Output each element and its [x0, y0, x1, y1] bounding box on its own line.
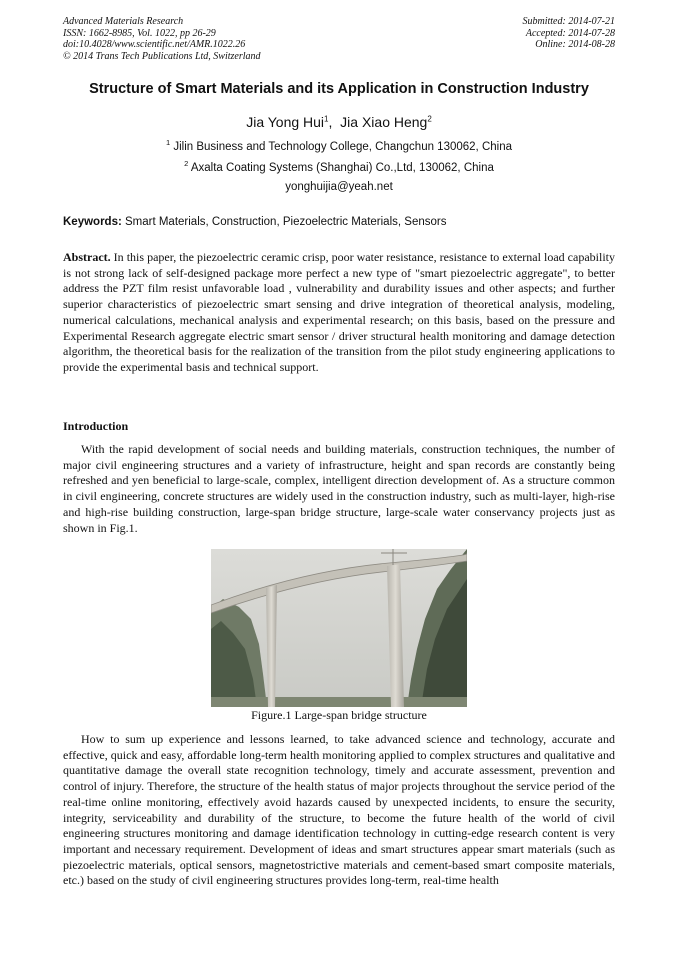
author-1-sup: 1 — [324, 114, 329, 124]
affiliation-1-text: Jilin Business and Technology College, Changchun 130062, China — [173, 140, 512, 153]
abstract-label: Abstract. — [63, 250, 111, 264]
affiliation-2 — [0, 159, 678, 174]
accepted-date: Accepted: 2014-07-28 — [525, 27, 615, 39]
affiliation-1-sup: 1 — [165, 138, 171, 147]
keywords-text: Smart Materials, Construction, Piezoelectric Materials, Sensors — [121, 216, 447, 228]
journal-name: Advanced Materials Research — [63, 16, 184, 27]
abstract-text: In this paper, the piezoelectric ceramic crisp, poor water resistance, resistance to external load capability is not strong lack of self-designed package more perfect a new type of "smart piezoelectric aggregate", to better address the PZT film resist unfavorable load , vulnerability and durability issues and other aspects; and further superior characteristics of piezoelectric smart sensing and drive integration of theoretical analysis, modeling, numerical calculations, mechanical analysis and experimental research; on this basis, based on the pressure and Experimental Research aggregate electric smart sensor / driver structural health monitoring and damage detection algorithm, the theoretical basis for the realization of the transition from the pilot study engineering applications to provide the experimental basis and technical support. — [63, 250, 615, 374]
affiliation-1 — [0, 138, 678, 153]
submitted-date: Submitted: 2014-07-21 — [522, 16, 615, 27]
author-2: Jia Xiao Heng — [340, 114, 428, 130]
affiliation-2-text: Axalta Coating Systems (Shanghai) Co.,Ltd, 130062, China — [190, 161, 494, 174]
valley-floor — [211, 697, 467, 707]
author-1: Jia Yong Hui — [246, 114, 325, 130]
copyright: © 2014 Trans Tech Publications Ltd, Switzerland — [63, 50, 261, 62]
paper-title: Structure of Smart Materials and its Application in Construction Industry — [89, 81, 589, 97]
figure-caption: Figure.1 Large-span bridge structure — [251, 708, 427, 722]
introduction-paragraph-2: How to sum up experience and lessons learned, to take advanced science and technology, accurate and effective, quick and easy, affordable long-term health monitoring applied to complex structures and qualitative and quantitative damage the overall state recognition technology, timely and accurate assessment, prevention and control of injury. Therefore, the structure of the health status of major projects throughout the service period of the real-time online monitoring, effectively avoid hazards caused by unexpected incidents, to ensure the security, integrity, serviceability and durability of the structure, to become the future health of the world of civil engineering structures monitoring and damage identification technology in cutting-edge research content is very important and necessary requirement. Development of ideas and smart structures appear smart materials (such as piezoelectric materials, optical sensors, magnetostrictive materials and cement-based smart composite materials, etc.) based on the study of civil engineering structures provides long-term, real-time health — [63, 732, 615, 888]
keywords — [63, 216, 615, 228]
introduction-paragraph-1: With the rapid development of social needs and building materials, construction techniques, the number of major civil engineering structures and a variety of infrastructure, height and span records are constantly being refreshed and yen beneficial to large-scale, complex, intelligent direction development of. As a structure common in civil engineering, concrete structures are widely used in the construction industry, such as multi-layer, high-rise and high-rise building construction, large-span bridge structure, large-scale water conservancy projects just as shown in Fig.1. — [63, 442, 615, 535]
bridge-figure — [211, 549, 467, 707]
authors — [0, 114, 678, 130]
affiliation-2-sup: 2 — [184, 159, 189, 168]
bridge-photo — [211, 549, 467, 707]
author-separator: , — [328, 114, 341, 130]
dates-header — [523, 16, 616, 51]
online-date: Online: 2014-08-28 — [535, 39, 615, 50]
issn: ISSN: 1662-8985, Vol. 1022, pp 26-29 — [63, 27, 216, 39]
introduction-heading: Introduction — [63, 419, 129, 433]
email: yonghuijia@yeah.net — [285, 181, 393, 193]
journal-header — [63, 16, 261, 62]
abstract — [63, 250, 615, 376]
keywords-label: Keywords: — [63, 216, 122, 228]
doi: doi:10.4028/www.scientific.net/AMR.1022.26 — [63, 39, 246, 50]
author-2-sup: 2 — [427, 114, 432, 124]
